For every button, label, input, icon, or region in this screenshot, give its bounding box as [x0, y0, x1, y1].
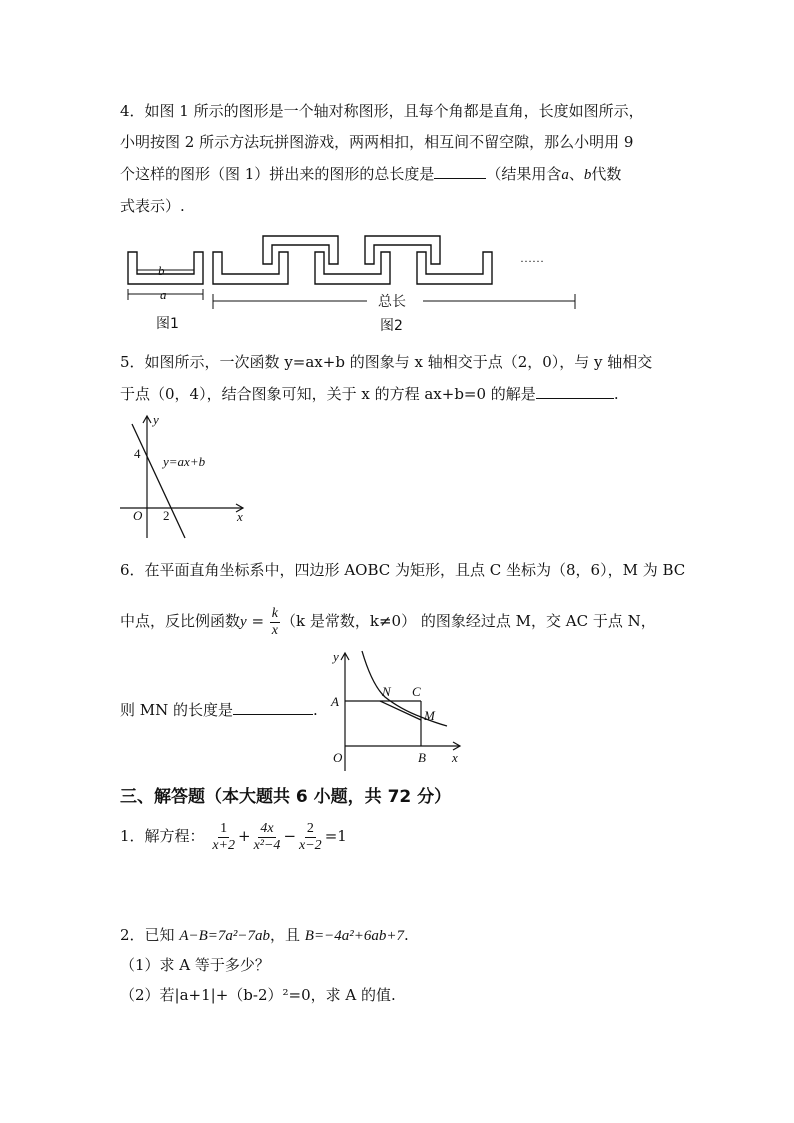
- q6-line2-text-b: （k 是常数，k≠0） 的图象经过点 M，交 AC 于点 N，: [281, 612, 656, 630]
- p1-equation: [120, 818, 347, 854]
- fig2-top-piece-1: [263, 236, 338, 264]
- q4-figure: [0, 232, 794, 342]
- fig1-shape: [128, 252, 203, 284]
- answer-blank[interactable]: [536, 384, 614, 399]
- origin-label: O: [333, 750, 343, 765]
- q6-line1: 6．在平面直角坐标系中，四边形 AOBC 为矩形，且点 C 坐标为（8，6），M 为 BC: [120, 561, 686, 579]
- segment-MN: [380, 701, 421, 720]
- point-B-label: B: [418, 750, 426, 765]
- plus-sign: +: [238, 827, 251, 845]
- x-axis-label: x: [452, 750, 458, 765]
- q4-line2: 小明按图 2 所示方法玩拼图游戏，两两相扣，相互间不留空隙，那么小明用 9: [120, 133, 634, 151]
- fraction-3: [297, 821, 324, 854]
- q4-line3-text-b: （结果用含: [486, 165, 562, 183]
- q5-line2-end: .: [613, 385, 619, 403]
- frac-denominator: x: [271, 622, 279, 638]
- point-M-label: M: [424, 708, 435, 723]
- q5-line2-text: 于点（0，4），结合图象可知，关于 x 的方程 ax+b=0 的解是: [120, 385, 536, 403]
- minus-sign: −: [283, 827, 297, 845]
- q5-line2: [120, 384, 619, 404]
- equals: =: [246, 612, 269, 630]
- p2-text-b: ，且: [270, 926, 305, 944]
- p2-sub2: （2）若|a+1|+（b-2）²=0，求 A 的值.: [120, 986, 396, 1004]
- p2-line1: [120, 925, 409, 946]
- caption-fig1: 图1: [156, 316, 179, 332]
- f2-numerator: 4x: [260, 820, 274, 836]
- q4-line3: [120, 164, 621, 185]
- y-axis-label: y: [153, 412, 159, 427]
- fig2-bottom-piece-2: [315, 252, 390, 284]
- point-C-label: C: [412, 684, 421, 699]
- fig2-top-piece-2: [365, 236, 440, 264]
- k-over-x-fraction: [270, 606, 280, 639]
- f2-denominator: x²−4: [253, 837, 281, 853]
- q6-graph: [0, 645, 794, 775]
- f1-numerator: 1: [220, 820, 228, 836]
- y-axis-label: y: [333, 649, 339, 664]
- x-tick-2: 2: [163, 508, 170, 523]
- caption-fig2: 图2: [380, 318, 403, 334]
- fraction-2: [252, 821, 283, 854]
- y-tick-4: 4: [134, 446, 141, 461]
- x-axis-label: x: [237, 509, 243, 524]
- q4-line1: 4．如图 1 所示的图形是一个轴对称图形，且每个角都是直角，长度如图所示，: [120, 102, 644, 120]
- q6-line2-text-a: 中点，反比例函数: [120, 612, 241, 630]
- func-y: y: [240, 614, 247, 630]
- p1-prefix: 1．解方程：: [120, 827, 205, 845]
- frac-numerator: k: [271, 605, 279, 621]
- section-title: 三、解答题（本大题共 6 小题，共 72 分）: [120, 787, 452, 807]
- q4-line3-text-a: 个这样的图形（图 1）拼出来的图形的总长度是: [120, 165, 435, 183]
- total-length-label: 总长: [378, 294, 406, 310]
- point-A-label: A: [331, 694, 339, 709]
- separator: 、: [568, 165, 584, 183]
- p2-text-a: 2．已知: [120, 926, 180, 944]
- fraction-1: [210, 821, 237, 854]
- q5-line1: 5．如图所示，一次函数 y=ax+b 的图象与 x 轴相交于点（2，0），与 y 轴相交: [120, 353, 653, 371]
- p2-expr1: A−B=7a²−7ab: [179, 928, 271, 944]
- ellipsis: ……: [520, 251, 544, 265]
- label-a: a: [160, 287, 167, 302]
- point-N-label: N: [382, 684, 391, 699]
- q5-graph: [0, 408, 794, 548]
- function-label: y=ax+b: [163, 454, 206, 469]
- q4-line4: 式表示）.: [120, 197, 185, 215]
- q6-line3-end: .: [313, 701, 318, 719]
- var-b: b: [583, 167, 592, 183]
- f3-denominator: x−2: [299, 837, 322, 853]
- fig2-bottom-piece-3: [417, 252, 492, 284]
- p2-sub1: （1）求 A 等于多少？: [120, 956, 270, 974]
- q4-line3-text-c: 代数: [591, 165, 622, 183]
- p2-text-c: .: [403, 926, 409, 944]
- var-a: a: [561, 167, 569, 183]
- f3-numerator: 2: [306, 820, 314, 836]
- p2-expr2: B=−4a²+6ab+7: [304, 928, 404, 944]
- q6-line3-text: 则 MN 的长度是: [120, 701, 234, 719]
- origin-label: O: [133, 508, 143, 523]
- rhs: =1: [324, 827, 347, 845]
- f1-denominator: x+2: [212, 837, 235, 853]
- answer-blank[interactable]: [434, 164, 486, 179]
- fig2-bottom-piece-1: [213, 252, 288, 284]
- label-b: b: [158, 263, 165, 278]
- q6-line2: [120, 604, 656, 639]
